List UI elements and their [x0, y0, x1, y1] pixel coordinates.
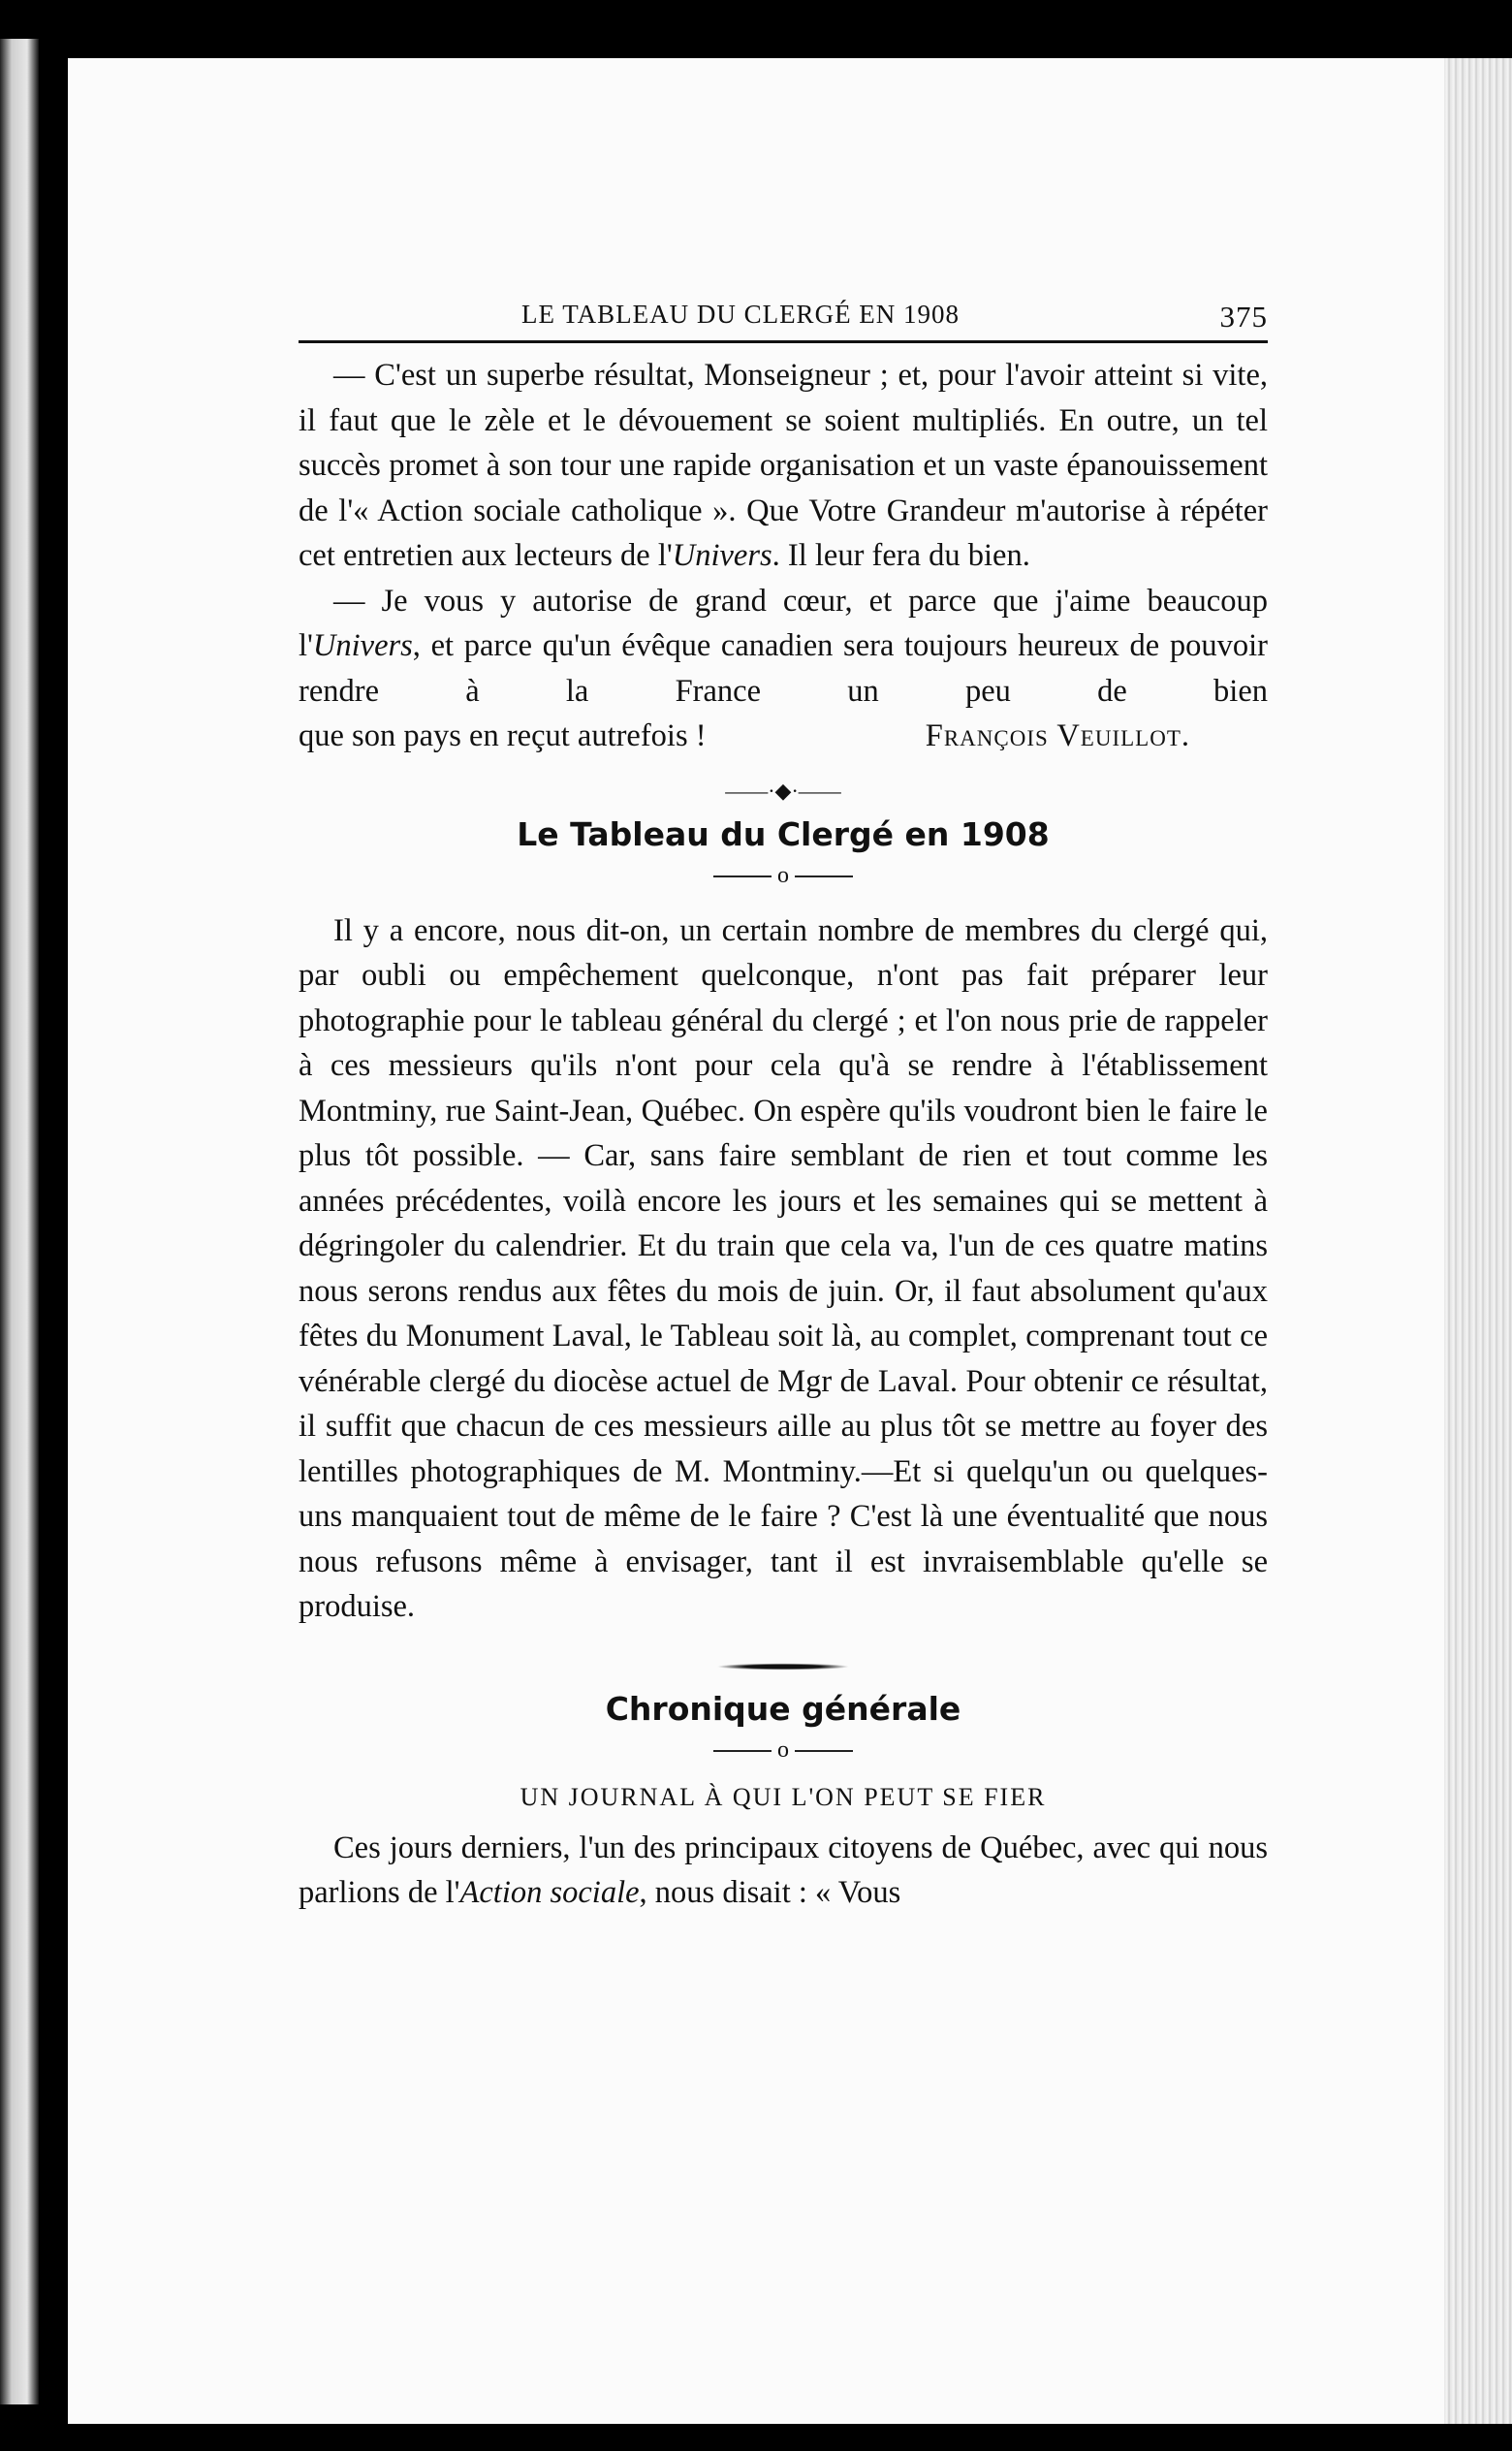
page-content: [299, 286, 1268, 1916]
closing-text: que son pays en reçut autrefois !: [299, 718, 707, 753]
section-title: Le Tableau du Clergé en 1908: [517, 814, 1050, 853]
article-subheading: UN JOURNAL À QUI L'ON PEUT SE FIER: [520, 1782, 1047, 1811]
page-number: 375: [1219, 300, 1268, 334]
paragraph: — C'est un superbe résultat, Monseigneur ; et, pour l'avoir atteint si vite, il faut que le zèle et le dévouement se soient multipliés. En outre, un tel succès promet à son tour une rapide organisation et un vaste épanouissement de l'« Action sociale catholique ». Que Votre Grandeur m'autorise à répéter cet entretien aux lecteurs de l'Univers. Il leur fera du bien.: [299, 358, 1268, 573]
right-page-edges: [1444, 58, 1512, 2424]
running-title: LE TABLEAU DU CLERGÉ EN 1908: [521, 300, 961, 329]
italic-title: Univers: [312, 628, 413, 663]
interview-conclusion: [299, 353, 1268, 759]
author-signature: François Veuillot.: [925, 718, 1190, 753]
title-rule: o: [299, 1737, 1268, 1764]
left-page-edge: [0, 39, 39, 2404]
italic-title: Action sociale: [459, 1875, 640, 1910]
title-rule: o: [299, 863, 1268, 889]
section-title: Chronique générale: [605, 1689, 961, 1728]
section-ornament: [299, 1653, 1268, 1678]
italic-title: Univers: [672, 538, 772, 573]
section-ornament: ——·◆·——: [725, 778, 841, 803]
paragraph: Ces jours derniers, l'un des principaux citoyens de Québec, avec qui nous parlions de l'Action sociale, nous disait : « Vous: [299, 1830, 1268, 1910]
paragraph: — Je vous y autorise de grand cœur, et parce que j'aime beaucoup l'Univers, et parce qu'un évêque canadien sera toujours heureux de pouvoir rendre à la France un peu de bien: [299, 583, 1268, 709]
signature-line: [299, 714, 1268, 759]
running-header: [299, 286, 1268, 343]
book-page: [68, 58, 1444, 2424]
paragraph: Il y a encore, nous dit-on, un certain nombre de membres du clergé qui, par oubli ou empêchement quelconque, n'ont pas fait préparer leur photographie pour le tableau général du clergé ; et l'on nous prie de rappeler à ces messieurs qu'ils n'ont pour cela qu'à se rendre à l'établissement Montminy, rue Saint-Jean, Québec. On espère qu'ils voudront bien le faire le plus tôt possible. — Car, sans faire semblant de rien et tout comme les années précédentes, voilà encore les jours et les semaines qui se mettent à dégringoler du calendrier. Et du train que cela va, l'un de ces quatre matins nous serons rendus aux fêtes du mois de juin. Or, il faut absolument qu'aux fêtes du Monument Laval, le Tableau soit là, au complet, comprenant tout ce vénérable clergé du diocèse actuel de Mgr de Laval. Pour obtenir ce résultat, il suffit que chacun de ces messieurs aille au plus tôt se mettre au foyer des lentilles photographiques de M. Montminy.—Et si quelqu'un ou quelques-uns manquaient tout de même de le faire ? C'est là une éventualité que nous nous refusons même à envisager, tant il est invraisemblable qu'elle se produise.: [299, 912, 1268, 1624]
